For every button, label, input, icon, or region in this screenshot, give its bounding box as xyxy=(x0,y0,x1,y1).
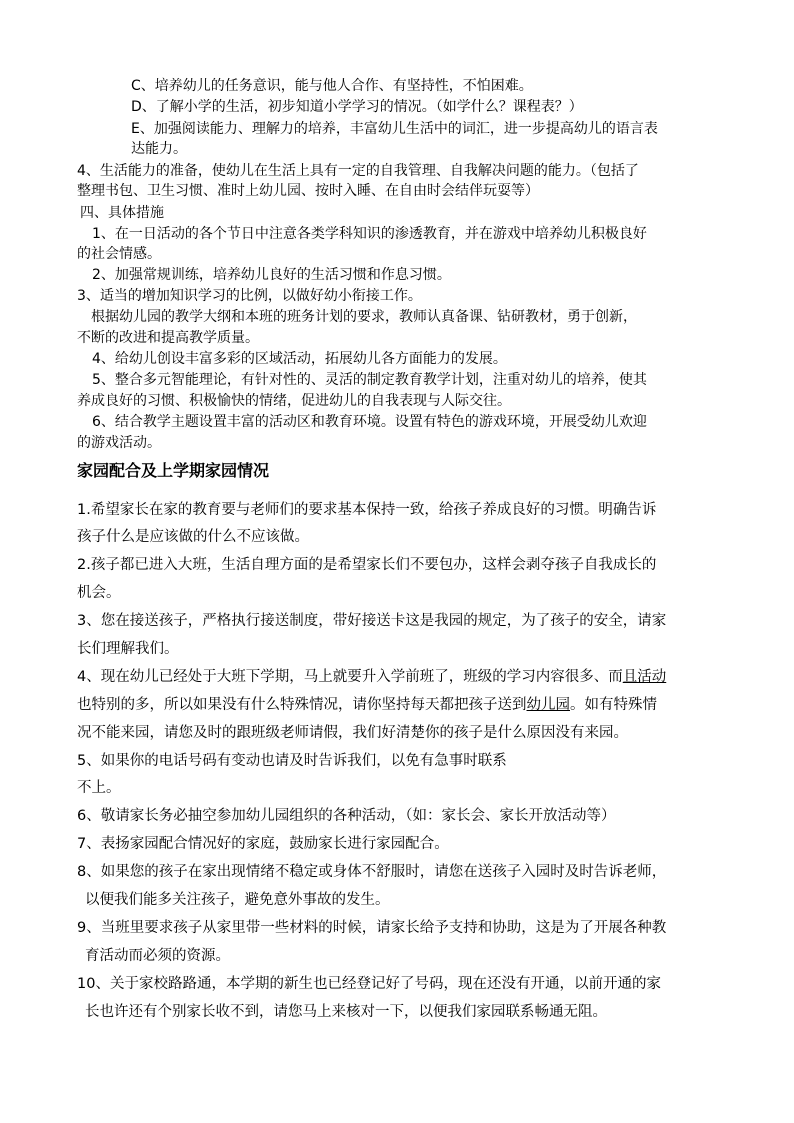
family-5-line2: 不上。 xyxy=(77,780,121,796)
measure-2: 2、加强常规训练，培养幼儿良好的生活习惯和作息习惯。 xyxy=(92,267,451,283)
item4-line1: 4、生活能力的准备，使幼儿在生活上具有一定的自我管理、自我解决问题的能力。（包括了 xyxy=(77,163,639,179)
family-1-line1: 1.希望家长在家的教育要与老师们的要求基本保持一致，给孩子养成良好的习惯。明确告诉 xyxy=(77,502,657,518)
measure-3: 3、适当的增加知识学习的比例，以做好幼小衔接工作。 xyxy=(77,288,422,304)
goal-e-line1: E、加强阅读能力、理解力的培养，丰富幼儿生活中的词汇，进一步提高幼儿的语言表 xyxy=(131,121,658,137)
family-8-line2: 以便我们能多关注孩子，避免意外事故的发生。 xyxy=(85,892,390,908)
family-9-line2: 育活动而必须的资源。 xyxy=(85,948,230,964)
measure-5-line2: 养成良好的习惯、积极愉快的情绪，促进幼儿的自我表现与人际交往。 xyxy=(77,393,511,409)
measure-1-line2: 的社会情感。 xyxy=(77,246,161,262)
family-4-line1-text: 4、现在幼儿已经处于大班下学期，马上就要升入学前班了，班级的学习内容很多、而 xyxy=(77,669,623,685)
family-2-line2: 机会。 xyxy=(77,585,121,601)
measure-5-line1: 5、整合多元智能理论，有针对性的、灵活的制定教育教学计划，注重对幼儿的培养，使其 xyxy=(92,372,647,388)
family-10-line1: 10、关于家校路路通，本学期的新生也已经登记好了号码，现在还没有开通，以前开通的家 xyxy=(77,976,661,992)
measure-paragraph-line2: 不断的改进和提高教学质量。 xyxy=(77,330,259,346)
family-section-heading: 家园配合及上学期家园情况 xyxy=(77,461,270,480)
family-3-line2: 长们理解我们。 xyxy=(77,641,179,657)
measure-6-line1: 6、结合教学主题设置丰富的活动区和教育环境。设置有特色的游戏环境，开展受幼儿欢迎 xyxy=(92,414,647,430)
family-4-line3: 况不能来园，请您及时的跟班级老师请假，我们好清楚你的孩子是什么原因没有来园。 xyxy=(77,725,628,741)
family-4-line2-tail: 。如有特殊情 xyxy=(570,697,657,713)
measure-6-line2: 的游戏活动。 xyxy=(77,435,161,451)
family-6: 6、敬请家长务必抽空参加幼儿园组织的各种活动，（如：家长会、家长开放活动等） xyxy=(77,808,616,824)
family-10-line2: 长也许还有个别家长收不到，请您马上来核对一下，以便我们家园联系畅通无阻。 xyxy=(85,1004,607,1020)
family-5-line1: 5、如果你的电话号码有变动也请及时告诉我们，以免有急事时联系 xyxy=(77,753,507,769)
family-4-line2 xyxy=(77,695,657,715)
item4-line2: 整理书包、卫生习惯、准时上幼儿园、按时入睡、在自由时会结伴玩耍等） xyxy=(77,183,539,199)
goal-c: C、培养幼儿的任务意识，能与他人合作、有坚持性，不怕困难。 xyxy=(131,78,533,94)
family-9-line1: 9、当班里要求孩子从家里带一些材料的时候，请家长给予支持和协助，这是为了开展各种教 xyxy=(77,920,667,936)
family-4-line1 xyxy=(77,667,666,687)
family-7: 7、表扬家园配合情况好的家庭，鼓励家长进行家园配合。 xyxy=(77,836,449,852)
underlined-term-activity: 且活动 xyxy=(622,669,667,685)
measures-title: 四、具体措施 xyxy=(80,205,164,221)
family-2-line1: 2.孩子都已进入大班，生活自理方面的是希望家长们不要包办，这样会剥夺孩子自我成长的 xyxy=(77,557,657,573)
measure-paragraph-line1: 根据幼儿园的教学大纲和本班的班务计划的要求，教师认真备课、钻研教材，勇于创新， xyxy=(91,309,637,325)
family-8-line1: 8、如果您的孩子在家出现情绪不稳定或身体不舒服时，请您在送孩子入园时及时告诉老师， xyxy=(77,864,667,880)
underlined-term-kindergarten: 幼儿园 xyxy=(526,697,570,713)
measure-1-line1: 1、在一日活动的各个节日中注意各类学科知识的渗透教育，并在游戏中培养幼儿积极良好 xyxy=(92,226,647,242)
family-1-line2: 孩子什么是应该做的什么不应该做。 xyxy=(77,529,309,545)
measure-4: 4、给幼儿创设丰富多彩的区域活动，拓展幼儿各方面能力的发展。 xyxy=(92,351,507,367)
family-4-line2-text: 也特别的多，所以如果没有什么特殊情况，请你坚持每天都把孩子送到 xyxy=(77,697,527,713)
family-3-line1: 3、您在接送孩子，严格执行接送制度，带好接送卡这是我园的规定，为了孩子的安全，请家 xyxy=(77,613,667,629)
goal-d: D、了解小学的生活，初步知道小学学习的情况。（如学什么？课程表？） xyxy=(131,99,583,115)
goal-e-line2: 达能力。 xyxy=(131,141,187,157)
